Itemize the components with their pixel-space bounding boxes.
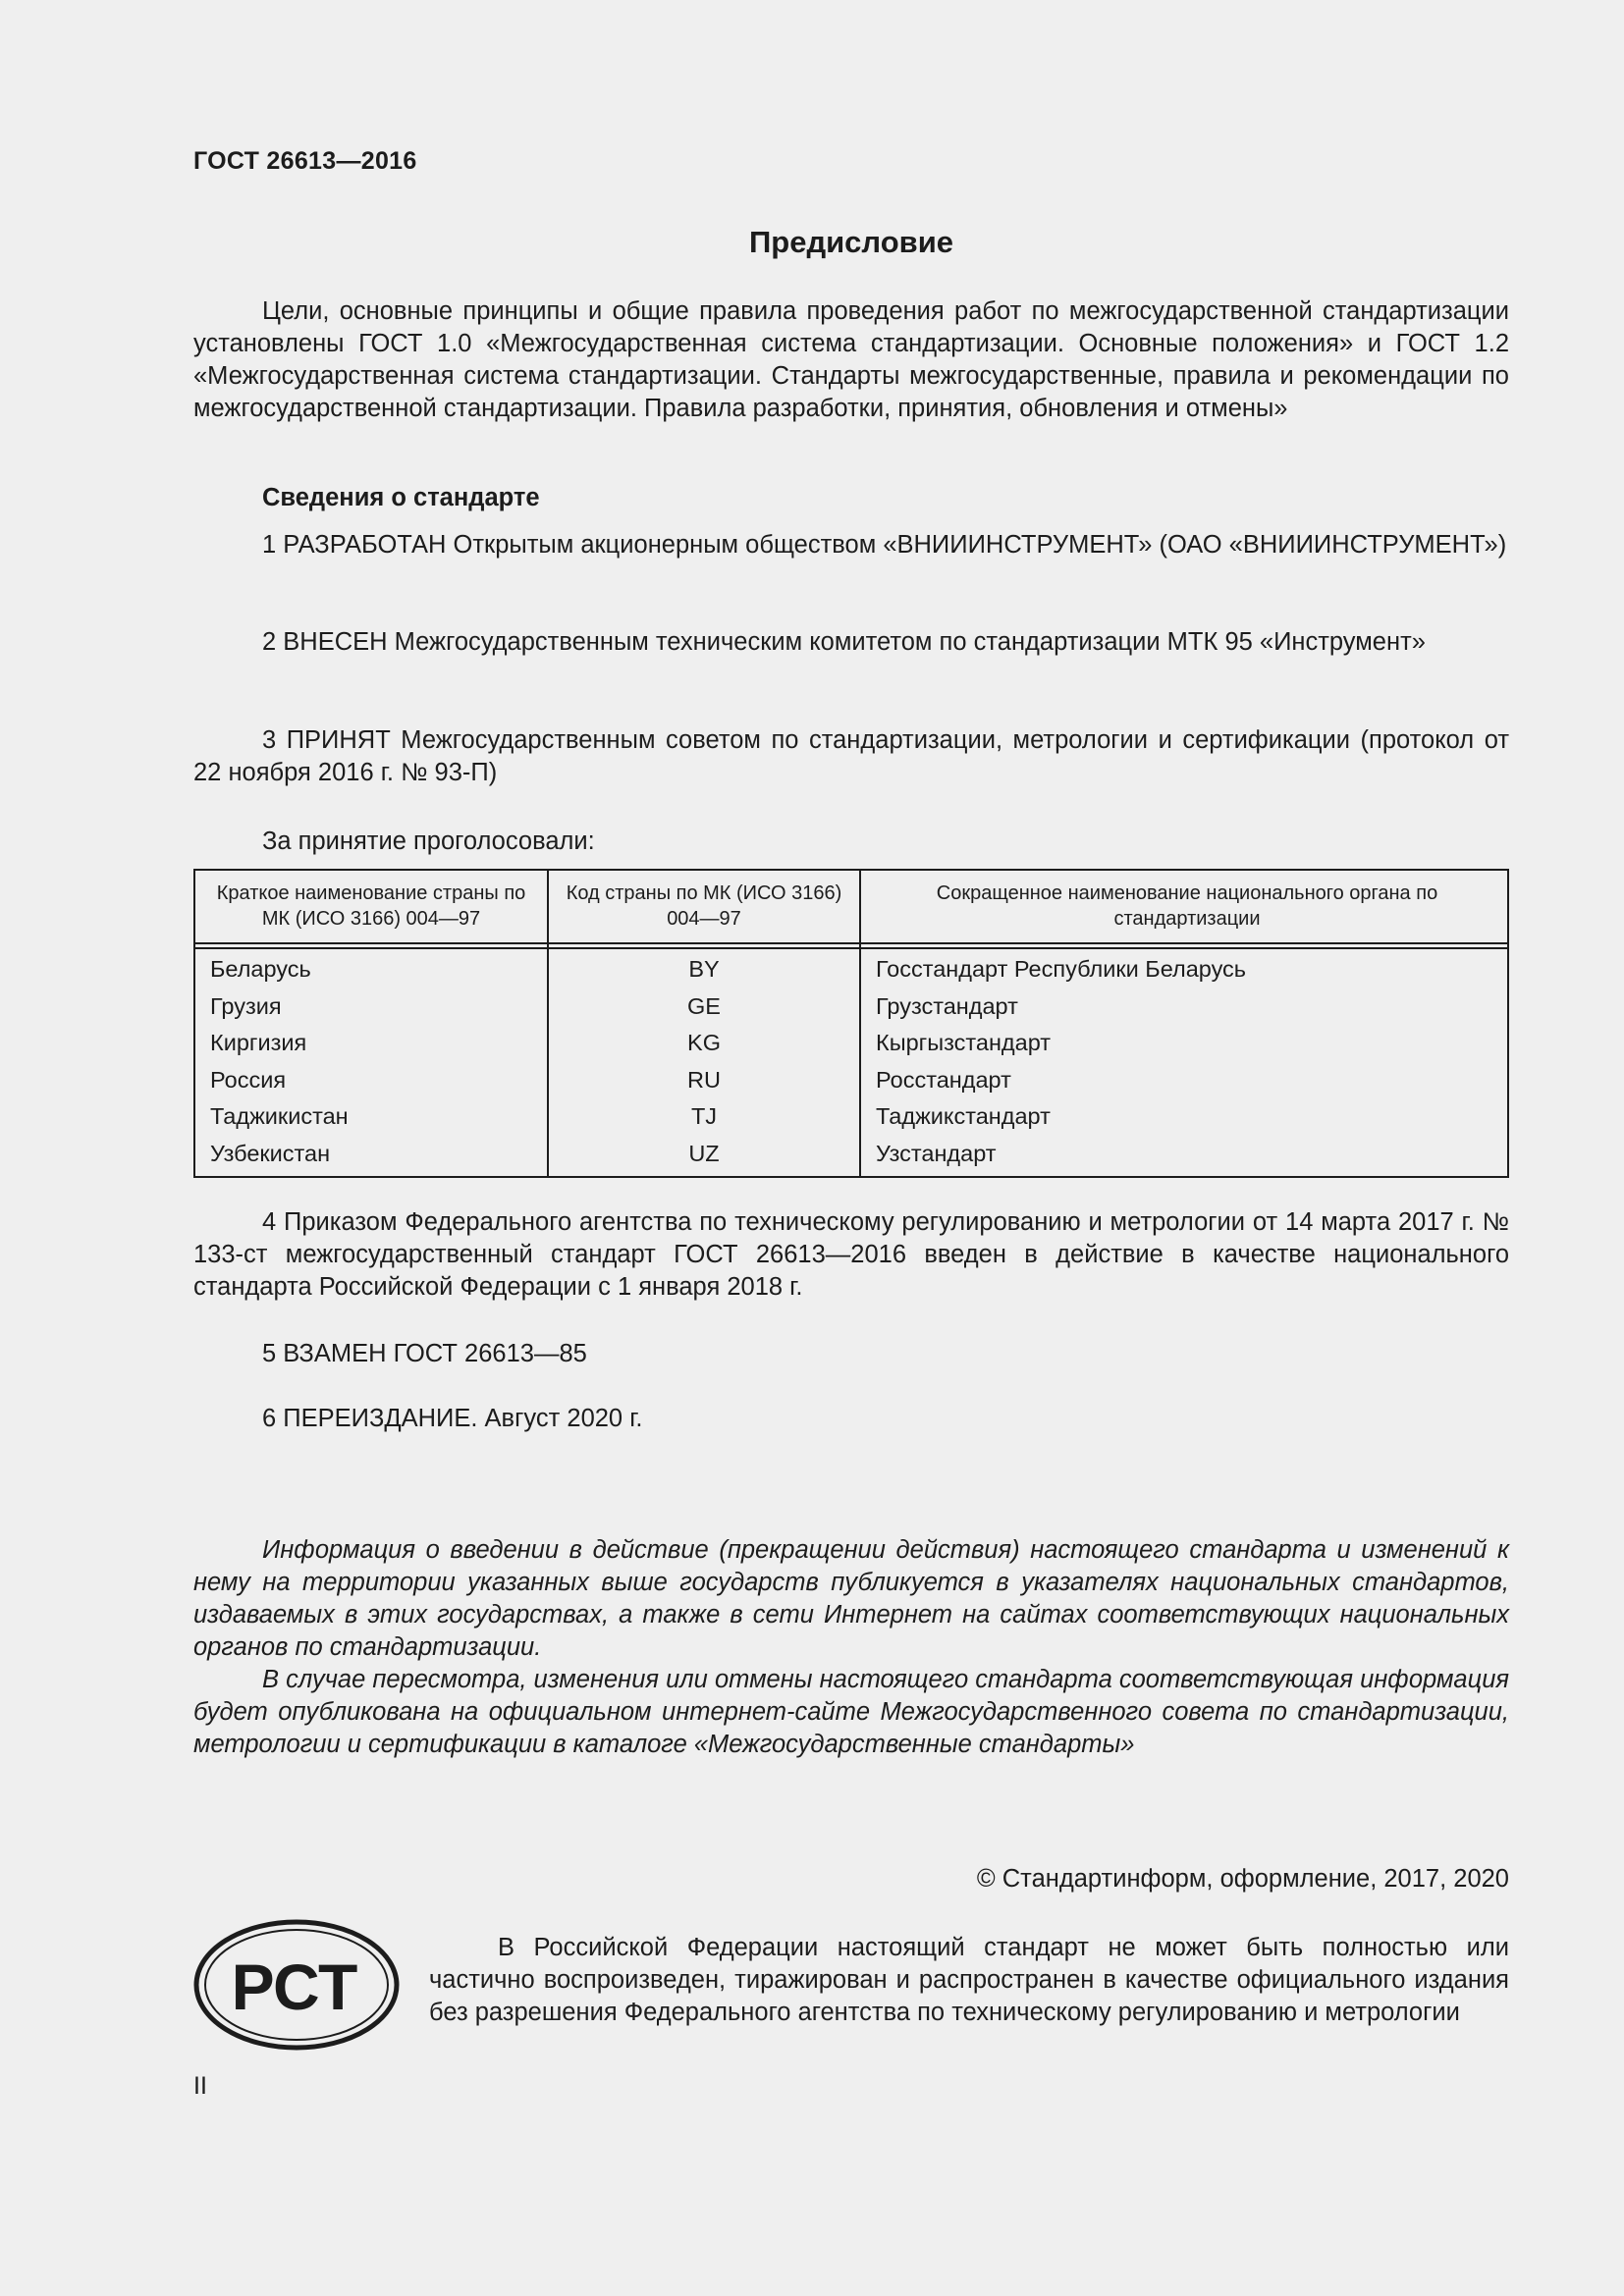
table-cell-country: Беларусь: [210, 956, 311, 982]
info-heading: Сведения о стандарте: [262, 484, 540, 511]
voting-table: [193, 869, 1509, 1178]
table-cell-body: Кыргызстандарт: [876, 1030, 1052, 1055]
vote-label: За принятие проголосовали:: [262, 828, 595, 855]
table-cell-code: TJ: [690, 1103, 718, 1129]
table-divider: [195, 947, 1507, 949]
legal-notice: В Российской Федерации настоящий стандарт не может быть полностью или частично воспроизведен, тиражирован и распространен в качестве официального издания без разрешения Федерального агентства по техническому регулированию и метрологии: [429, 1934, 1509, 2026]
table-cell-country: Грузия: [210, 993, 282, 1019]
table-cell-code: GE: [687, 993, 721, 1019]
table-header-country: Краткое наименование страны по МК (ИСО 3166) 004—97: [216, 882, 526, 930]
table-cell-body: Госстандарт Республики Беларусь: [876, 956, 1247, 982]
table-cell-body: Узстандарт: [876, 1141, 997, 1166]
rst-certification-mark-icon: [193, 1919, 400, 2051]
intro-paragraph: Цели, основные принципы и общие правила проведения работ по межгосударственной стандартизации установлены ГОСТ 1.0 «Межгосударственная система стандартизации. Основные положения» и ГОСТ 1.2 «Межгосударственная система стандартизации. Стандарты межгосударственные, правила и рекомендации по межгосударственной стандартизации. Правила разработки, принятия, обновления и отмены»: [193, 297, 1509, 422]
table-cell-country: Таджикистан: [210, 1103, 349, 1129]
item-1-paragraph: 1 РАЗРАБОТАН Открытым акционерным обществом «ВНИИИНСТРУМЕНТ» (ОАО «ВНИИИНСТРУМЕНТ»): [262, 531, 1507, 559]
page-title: Предисловие: [748, 225, 953, 259]
page-number: II: [193, 2072, 207, 2100]
table-cell-country: Россия: [210, 1067, 287, 1093]
copyright-line: © Стандартинформ, оформление, 2017, 2020: [976, 1865, 1509, 1893]
table-cell-code: UZ: [688, 1141, 720, 1166]
table-cell-code: KG: [687, 1030, 721, 1055]
logo-text: РСТ: [231, 1950, 358, 2023]
table-header-body: Сокращенное наименование национального органа по стандартизации: [936, 882, 1438, 930]
table-cell-body: Грузстандарт: [876, 993, 1018, 1019]
document-page: [193, 0, 1509, 2296]
table-cell-country: Узбекистан: [210, 1141, 331, 1166]
table-cell-country: Киргизия: [210, 1030, 307, 1055]
item-2-paragraph: 2 ВНЕСЕН Межгосударственным техническим комитетом по стандартизации МТК 95 «Инструмент»: [262, 628, 1426, 656]
notice-paragraph-2: В случае пересмотра, изменения или отмены настоящего стандарта соответствующая информация будет опубликована на официальном интернет-сайте Межгосударственного совета по стандартизации, метрологии и сертификации в каталоге «Межгосударственные стандарты»: [193, 1666, 1509, 1758]
document-code: ГОСТ 26613—2016: [193, 147, 417, 175]
item-4-paragraph: 4 Приказом Федерального агентства по техническому регулированию и метрологии от 14 марта 2017 г. № 133-ст межгосударственный стандарт ГОСТ 26613—2016 введен в действие в качестве национального стандарта Российской Федерации с 1 января 2018 г.: [193, 1208, 1509, 1301]
item-5-paragraph: 5 ВЗАМЕН ГОСТ 26613—85: [262, 1340, 587, 1367]
notice-paragraph-1: Информация о введении в действие (прекращении действия) настоящего стандарта и изменений к нему на территории указанных выше государств публикуется в указателях национальных стандартов, издаваемых в этих государствах, а также в сети Интернет на сайтах соответствующих национальных органов по стандартизации.: [193, 1536, 1509, 1661]
item-6-paragraph: 6 ПЕРЕИЗДАНИЕ. Август 2020 г.: [262, 1405, 643, 1432]
table-cell-body: Росстандарт: [876, 1067, 1011, 1093]
table-divider: [859, 871, 861, 1176]
item-3-paragraph: 3 ПРИНЯТ Межгосударственным советом по стандартизации, метрологии и сертификации (протокол от 22 ноября 2016 г. № 93-П): [193, 726, 1509, 786]
table-divider: [195, 942, 1507, 944]
table-cell-code: BY: [688, 956, 720, 982]
table-header-code: Код страны по МК (ИСО 3166) 004—97: [566, 882, 842, 930]
table-cell-body: Таджикстандарт: [876, 1103, 1051, 1129]
table-cell-code: RU: [687, 1067, 721, 1093]
